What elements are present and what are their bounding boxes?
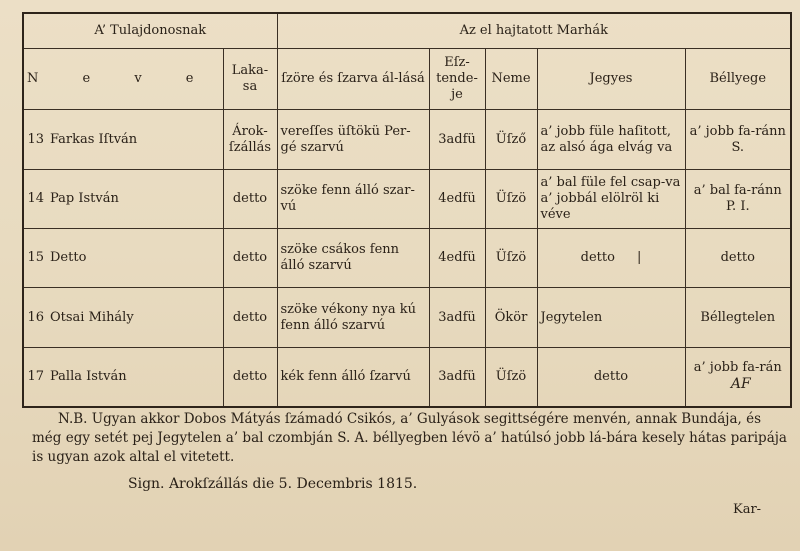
col-header-bellyege: Béllyege — [685, 49, 791, 110]
table-row — [23, 169, 791, 228]
owner-name: Otsai Mihály — [47, 288, 223, 347]
sex: Üſzö — [485, 169, 537, 228]
owner-residence: detto — [223, 288, 277, 347]
sex: Üſző — [485, 110, 537, 169]
catchword: Kar- — [733, 502, 762, 517]
sex: Üſzö — [485, 347, 537, 407]
age: 3adfü — [429, 110, 485, 169]
age: 4edfü — [429, 229, 485, 288]
coat-horn-description: vereſſes üſtökü Per-gé szarvú — [277, 110, 429, 169]
owner-name: Pap István — [47, 169, 223, 228]
owner-group-header: A’ Tulajdonosnak — [23, 13, 277, 49]
ear-mark-text: detto — [580, 250, 615, 266]
owner-name: Palla István — [47, 347, 223, 407]
owner-residence: detto — [223, 169, 277, 228]
row-number: 13 — [23, 110, 47, 169]
row-number: 15 — [23, 229, 47, 288]
age: 3adfü — [429, 288, 485, 347]
brand-mark-icon: AF — [730, 376, 751, 393]
cattle-group-header: Az el hajtatott Marhák — [277, 13, 791, 49]
table-row — [23, 110, 791, 169]
sex: Üſzö — [485, 229, 537, 288]
row-number: 14 — [23, 169, 47, 228]
col-header-szore: ſzöre és ſzarva ál-lásá — [277, 49, 429, 110]
footnote-text: N.B. Ugyan akkor Dobos Mátyás ſzámadó Csikós, a’ Gulyások segittségére menvén, annak Bundája, és még egy setét pej Jegytelen a’ bal czombján S. A. béllyegben lévö a’ hatúlsó jobb lá-bára kesely hátas paripája is ugyan azok altal el vitetett. — [32, 411, 787, 465]
table-row — [23, 347, 791, 407]
coat-horn-description: szöke vékony nya kú fenn álló szarvú — [277, 288, 429, 347]
ear-mark: a’ jobb füle haſitott, az alsó ága elvág va — [537, 110, 685, 169]
col-header-neve: N e v e — [23, 49, 223, 110]
row-number: 16 — [23, 288, 47, 347]
footnote — [32, 410, 792, 467]
coat-horn-description: szöke csákos fenn álló szarvú — [277, 229, 429, 288]
table-row — [23, 229, 791, 288]
brand — [685, 347, 791, 407]
age: 3adfü — [429, 347, 485, 407]
coat-horn-description: szöke fenn álló szar-vú — [277, 169, 429, 228]
table-row — [23, 288, 791, 347]
sex: Ökör — [485, 288, 537, 347]
owner-name: Detto — [47, 229, 223, 288]
ear-mark: detto — [537, 347, 685, 407]
owner-residence: detto — [223, 347, 277, 407]
owner-residence: detto — [223, 229, 277, 288]
owner-residence: Árok-ſzállás — [223, 110, 277, 169]
brand: detto — [685, 229, 791, 288]
ear-mark-stroke: | — [636, 250, 642, 266]
col-header-lakasa: Laka-sa — [223, 49, 277, 110]
signature-line: Sign. Arokſzállás die 5. Decembris 1815. — [128, 476, 418, 492]
brand: a’ bal fa-ránn P. I. — [685, 169, 791, 228]
col-header-jegyes: Jegyes — [537, 49, 685, 110]
col-header-esztendeje: Eſz-tende-je — [429, 49, 485, 110]
brand-text: a’ jobb fa-rán — [693, 360, 782, 376]
cattle-register-table — [22, 12, 792, 408]
brand: a’ jobb fa-ránn S. — [685, 110, 791, 169]
age: 4edfü — [429, 169, 485, 228]
coat-horn-description: kék fenn álló ſzarvú — [277, 347, 429, 407]
brand: Béllegtelen — [685, 288, 791, 347]
col-header-neme: Neme — [485, 49, 537, 110]
ear-mark: a’ bal füle fel csap-va a’ jobbál elölröl ki véve — [537, 169, 685, 228]
ear-mark — [537, 229, 685, 288]
ear-mark: Jegytelen — [537, 288, 685, 347]
row-number: 17 — [23, 347, 47, 407]
owner-name: Farkas Iſtván — [47, 110, 223, 169]
